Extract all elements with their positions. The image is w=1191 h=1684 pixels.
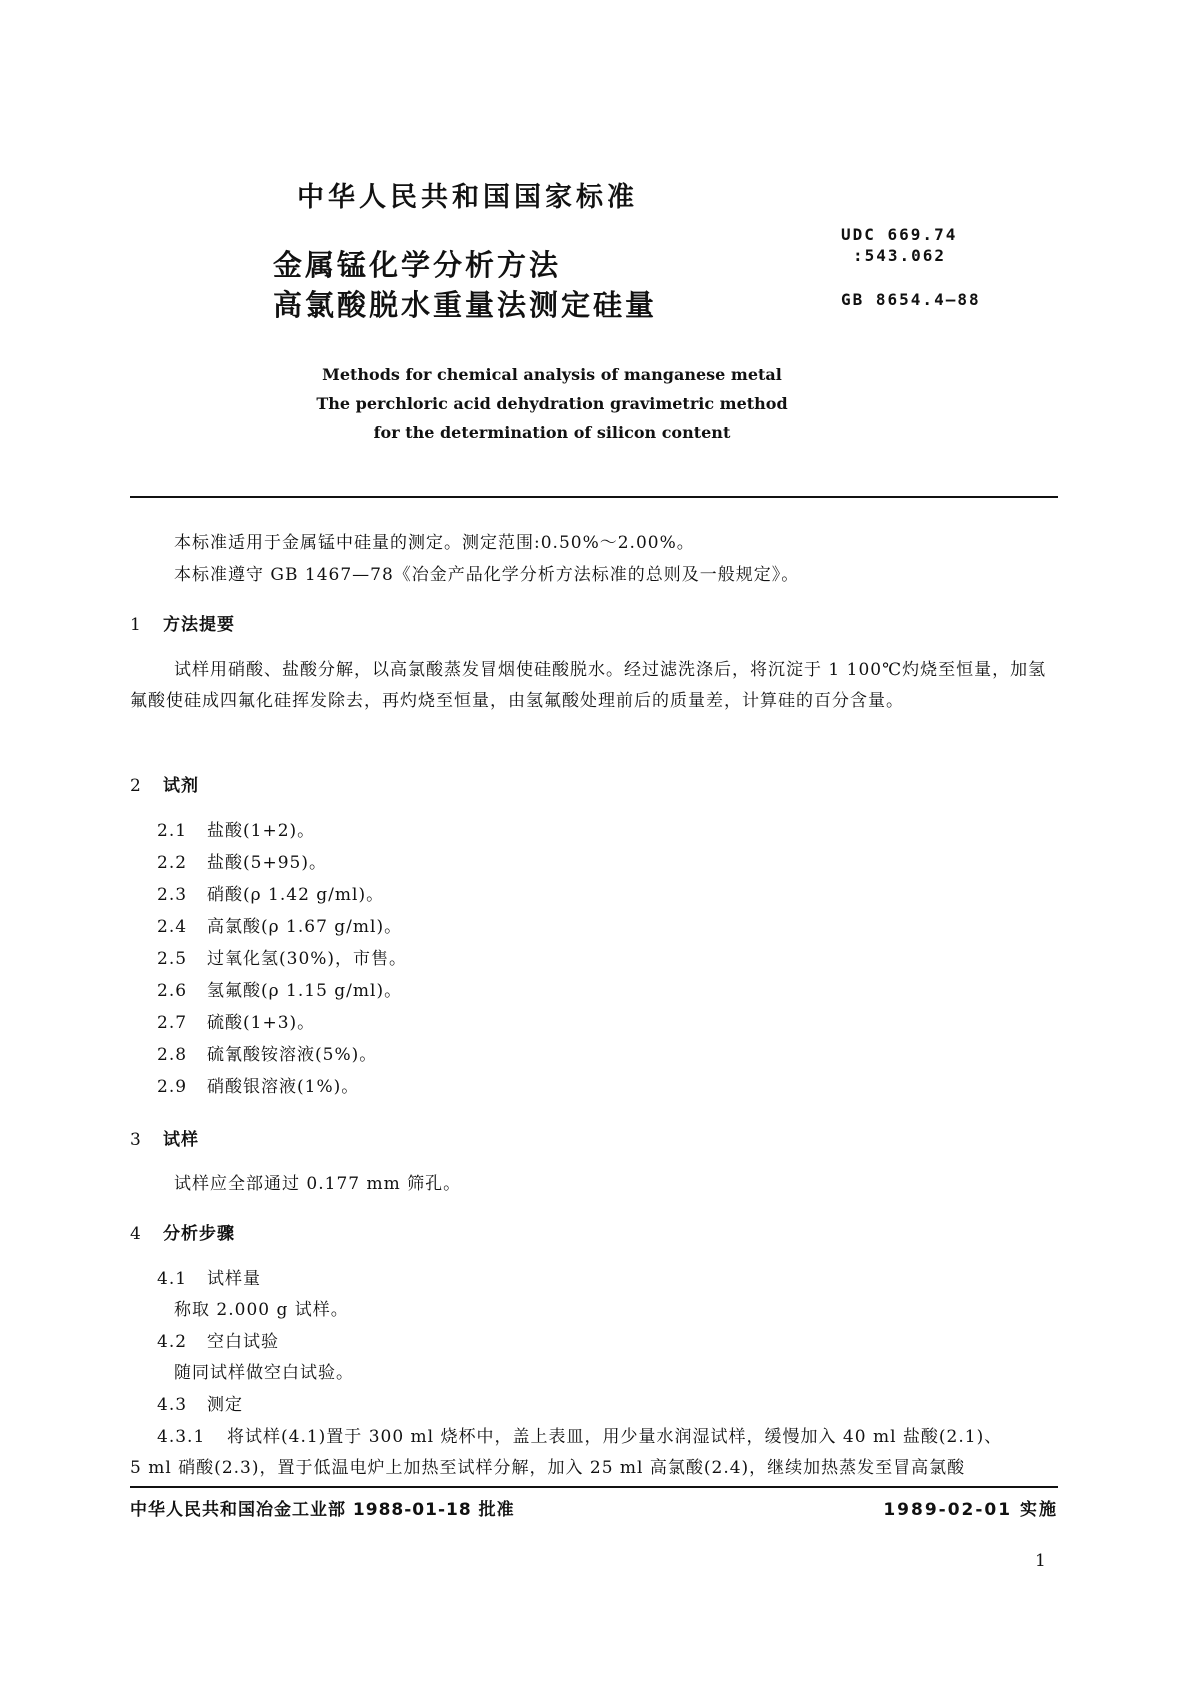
reagent-item: 2.5 过氧化氢(30%)，市售。 — [157, 949, 408, 969]
implementation-date: 1989-02-01 实施 — [883, 1500, 1058, 1520]
gb-standard-code: GB 8654.4—88 — [841, 290, 981, 309]
section-1-body: 试样用硝酸、盐酸分解，以高氯酸蒸发冒烟使硅酸脱水。经过滤洗涤后，将沉淀于 1 100℃灼烧至恒量，加氢氟酸使硅成四氟化硅挥发除去，再灼烧至恒量，由氢氟酸处理前后的质量差，计算硅的百分含量。 — [130, 660, 1047, 711]
title-en-line3: for the determination of silicon content — [373, 423, 731, 442]
approval-statement: 中华人民共和国冶金工业部 1988-01-18 批准 — [130, 1500, 515, 1520]
subsection-4-3-1-line2: 5 ml 硝酸(2.3)，置于低温电炉上加热至试样分解，加入 25 ml 高氯酸(2.4)，继续加热蒸发至冒高氯酸 — [130, 1458, 966, 1478]
reagent-item: 2.7 硫酸(1+3)。 — [157, 1013, 316, 1033]
subsection-4-1-body: 称取 2.000 g 试样。 — [174, 1300, 349, 1320]
reagent-item: 2.4 高氯酸(ρ 1.67 g/ml)。 — [157, 917, 403, 937]
footer-divider — [130, 1486, 1058, 1488]
reagent-item: 2.8 硫氰酸铵溶液(5%)。 — [157, 1045, 378, 1065]
reagent-item: 2.1 盐酸(1+2)。 — [157, 821, 316, 841]
subsection-4-2-heading: 4.2 空白试验 — [157, 1332, 279, 1352]
title-cn-line2: 高氯酸脱水重量法测定硅量 — [273, 288, 658, 322]
subsection-4-3-1-line1: 4.3.1 将试样(4.1)置于 300 ml 烧杯中，盖上表皿，用少量水润湿试样，缓慢加入 40 ml 盐酸(2.1)、 — [157, 1427, 1003, 1447]
udc-code-line1: UDC 669.74 — [841, 225, 958, 244]
section-3-body: 试样应全部通过 0.177 mm 筛孔。 — [174, 1174, 462, 1194]
subsection-4-3-heading: 4.3 测定 — [157, 1395, 243, 1415]
reagent-item: 2.6 氢氟酸(ρ 1.15 g/ml)。 — [157, 981, 403, 1001]
header-divider — [130, 496, 1058, 498]
intro-compliance-paragraph: 本标准遵守 GB 1467—78《冶金产品化学分析方法标准的总则及一般规定》。 — [174, 565, 800, 585]
page-number: 1 — [1035, 1551, 1046, 1571]
title-en-line1: Methods for chemical analysis of manganese metal — [322, 365, 782, 384]
reagent-item: 2.2 盐酸(5+95)。 — [157, 853, 327, 873]
reagent-item: 2.9 硝酸银溶液(1%)。 — [157, 1077, 360, 1097]
subsection-4-2-body: 随同试样做空白试验。 — [174, 1363, 354, 1383]
section-2-heading: 2 试剂 — [130, 776, 199, 796]
subsection-4-1-heading: 4.1 试样量 — [157, 1269, 261, 1289]
section-1-heading: 1 方法提要 — [130, 615, 235, 635]
national-standard-heading: 中华人民共和国国家标准 — [297, 182, 638, 213]
section-4-heading: 4 分析步骤 — [130, 1224, 235, 1244]
section-3-heading: 3 试样 — [130, 1130, 199, 1150]
title-cn-line1: 金属锰化学分析方法 — [273, 248, 562, 282]
intro-scope-paragraph: 本标准适用于金属锰中硅量的测定。测定范围:0.50%～2.00%。 — [174, 533, 695, 553]
udc-code-line2: :543.062 — [853, 246, 947, 265]
reagent-item: 2.3 硝酸(ρ 1.42 g/ml)。 — [157, 885, 385, 905]
title-en-line2: The perchloric acid dehydration gravimetric method — [316, 394, 788, 413]
